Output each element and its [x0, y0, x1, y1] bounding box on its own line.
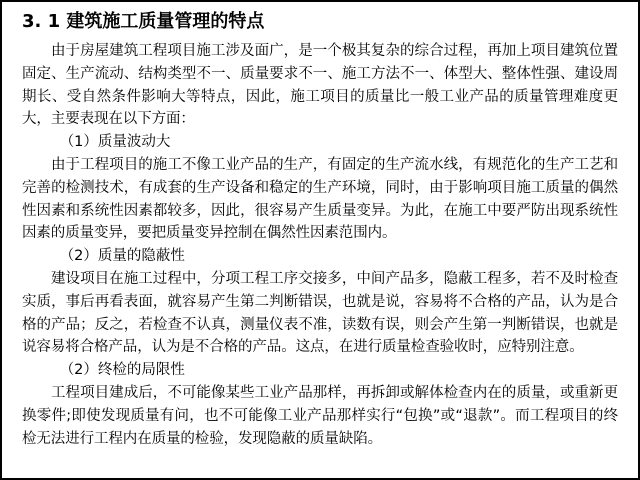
intro-paragraph: 由于房屋建筑工程项目施工涉及面广，是一个极其复杂的综合过程，再加上项目建筑位置固定、生产流动、结构类型不一、质量要求不一、施工方法不一、体型大、整体性强、建设周期长、受自然条件影响大等特点，因此，施工项目的质量比一般工业产品的质量管理难度更大，主要表现在以下方面：	[22, 43, 618, 128]
document-page	[2, 2, 638, 478]
paragraph-quality-concealment: 建设项目在施工过程中，分项工程工序交接多，中间产品多，隐蔽工程多，若不及时检查实质，事后再看表面，就容易产生第二判断错误，也就是说，容易将不合格的产品，认为是合格的产品；反之，若检查不认真，测量仪表不准，读数有误，则会产生第一判断错误，也就是说容易将合格产品，认为是不合格的产品。这点，在进行质量检查验收时，应特别注意。	[22, 270, 618, 356]
subheading-quality-fluctuation: （1）质量波动大	[59, 134, 171, 151]
paragraph-final-inspection-limits: 工程项目建成后，不可能像某些工业产品那样，再拆卸或解体检查内在的质量，或重新更换零件;即使发现质量有问，也不可能像工业产品那样实行“包换”或“退款”。而工程项目的终检无法进行工程内在质量的检验，发现隐蔽的质量缺陷。	[22, 384, 618, 447]
section-title: 3. 1 建筑施工质量管理的特点	[22, 11, 265, 32]
subheading-final-inspection-limits: （2）终检的局限性	[59, 362, 185, 379]
paragraph-quality-fluctuation: 由于工程项目的施工不像工业产品的生产，有固定的生产流水线，有规范化的生产工艺和完善的检测技术，有成套的生产设备和稳定的生产环境，同时，由于影响项目施工质量的偶然性因素和系统性因素都较多，因此，很容易产生质量变异。为此，在施工中要严防出现系统性因素的质量变异，要把质量变异控制在偶然性因素范围内。	[22, 156, 618, 242]
subheading-quality-concealment: （2）质量的隐蔽性	[59, 248, 185, 265]
document-body	[22, 40, 618, 450]
